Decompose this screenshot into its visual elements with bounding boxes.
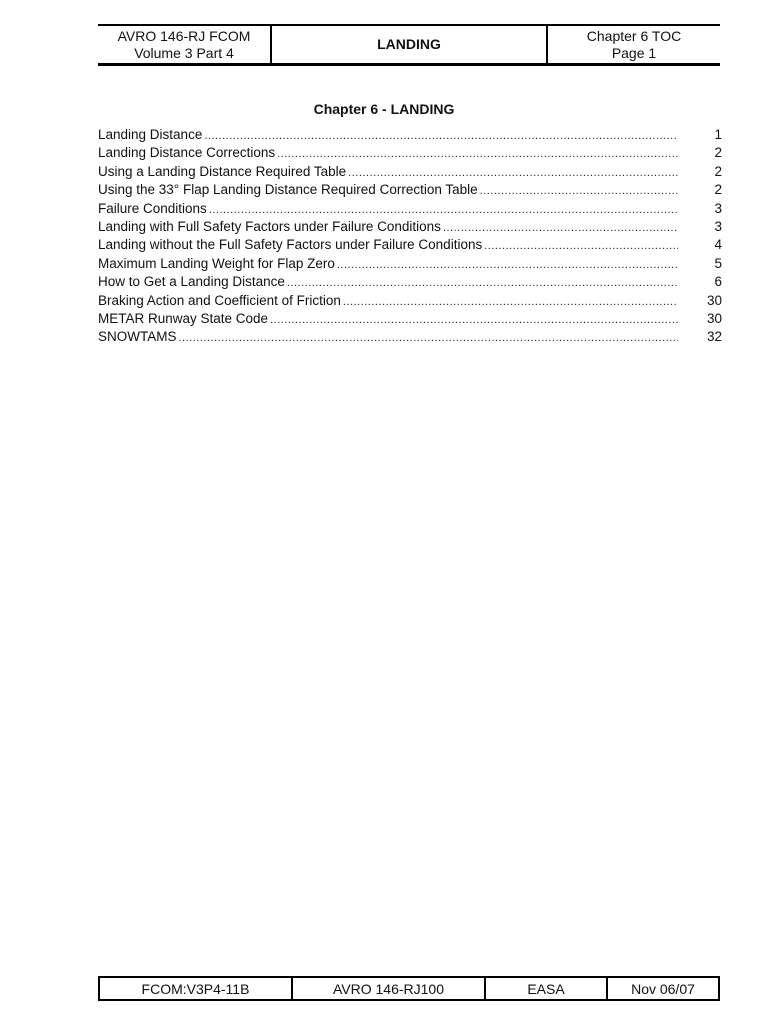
footer-aircraft-model: AVRO 146-RJ100 [293, 978, 486, 999]
toc-entry[interactable] [98, 144, 722, 162]
toc-leader-dots [270, 311, 678, 329]
toc-entry-title: Maximum Landing Weight for Flap Zero [98, 255, 335, 271]
toc-entry[interactable] [98, 181, 722, 199]
toc-leader-dots [480, 182, 678, 200]
toc-entry-title: SNOWTAMS [98, 329, 177, 345]
toc-entry-title: Landing with Full Safety Factors under Failure Conditions [98, 218, 441, 234]
toc-entry-page: 30 [706, 310, 722, 326]
header-manual-info [98, 26, 272, 63]
header-page-info [546, 26, 720, 63]
toc-entry-title: Landing Distance Corrections [98, 145, 276, 161]
toc-entry[interactable] [98, 218, 722, 236]
toc-entry-page: 4 [714, 237, 722, 253]
toc-entry-title: Using a Landing Distance Required Table [98, 163, 347, 179]
toc-leader-dots [204, 127, 678, 145]
toc-entry-title: Using the 33° Flap Landing Distance Required Correction Table [98, 182, 478, 198]
page-header [98, 24, 720, 66]
toc-leader-dots [179, 329, 679, 347]
toc-entry[interactable] [98, 200, 722, 218]
toc-entry-page: 32 [706, 329, 722, 345]
toc-entry[interactable] [98, 328, 722, 346]
toc-leader-dots [277, 145, 678, 163]
footer-revision-date: Nov 06/07 [631, 980, 695, 997]
header-manual-title: AVRO 146-RJ FCOM [117, 27, 251, 44]
chapter-title: Chapter 6 - LANDING [313, 101, 455, 117]
footer-authority: EASA [486, 978, 608, 999]
toc-leader-dots [343, 293, 678, 311]
toc-leader-dots [348, 164, 678, 182]
toc-entry-page: 3 [714, 200, 722, 216]
toc-entry-page: 6 [714, 274, 722, 290]
toc-entry-page: 3 [714, 218, 722, 234]
header-page-number: Page 1 [611, 44, 657, 61]
toc-entry[interactable] [98, 126, 722, 144]
toc-entry[interactable] [98, 292, 722, 310]
toc-entry[interactable] [98, 273, 722, 291]
header-chapter: Chapter 6 TOC [586, 27, 682, 44]
toc-entry-page: 2 [714, 182, 722, 198]
toc-entry[interactable] [98, 236, 722, 254]
toc-entry-page: 5 [714, 255, 722, 271]
toc-entry-title: How to Get a Landing Distance [98, 274, 285, 290]
toc-entry-title: METAR Runway State Code [98, 310, 269, 326]
footer-document-id: FCOM:V3P4-11B [100, 978, 293, 999]
toc-entry-title: Braking Action and Coefficient of Friction [98, 292, 341, 308]
table-of-contents [98, 126, 722, 347]
toc-leader-dots [484, 237, 678, 255]
page-footer [98, 976, 720, 1001]
toc-entry-page: 30 [706, 292, 722, 308]
toc-leader-dots [337, 256, 678, 274]
toc-entry[interactable] [98, 163, 722, 181]
toc-entry[interactable] [98, 310, 722, 328]
toc-entry-page: 2 [714, 163, 722, 179]
toc-entry-title: Landing Distance [98, 127, 203, 142]
toc-leader-dots [209, 201, 678, 219]
header-section-title: LANDING [377, 36, 441, 52]
toc-leader-dots [287, 274, 678, 292]
toc-entry-title: Landing without the Full Safety Factors under Failure Conditions [98, 237, 483, 253]
toc-leader-dots [443, 219, 678, 237]
toc-entry-page: 1 [714, 127, 722, 142]
header-volume: Volume 3 Part 4 [134, 44, 234, 61]
toc-entry[interactable] [98, 255, 722, 273]
toc-entry-title: Failure Conditions [98, 200, 207, 216]
toc-entry-page: 2 [714, 145, 722, 161]
